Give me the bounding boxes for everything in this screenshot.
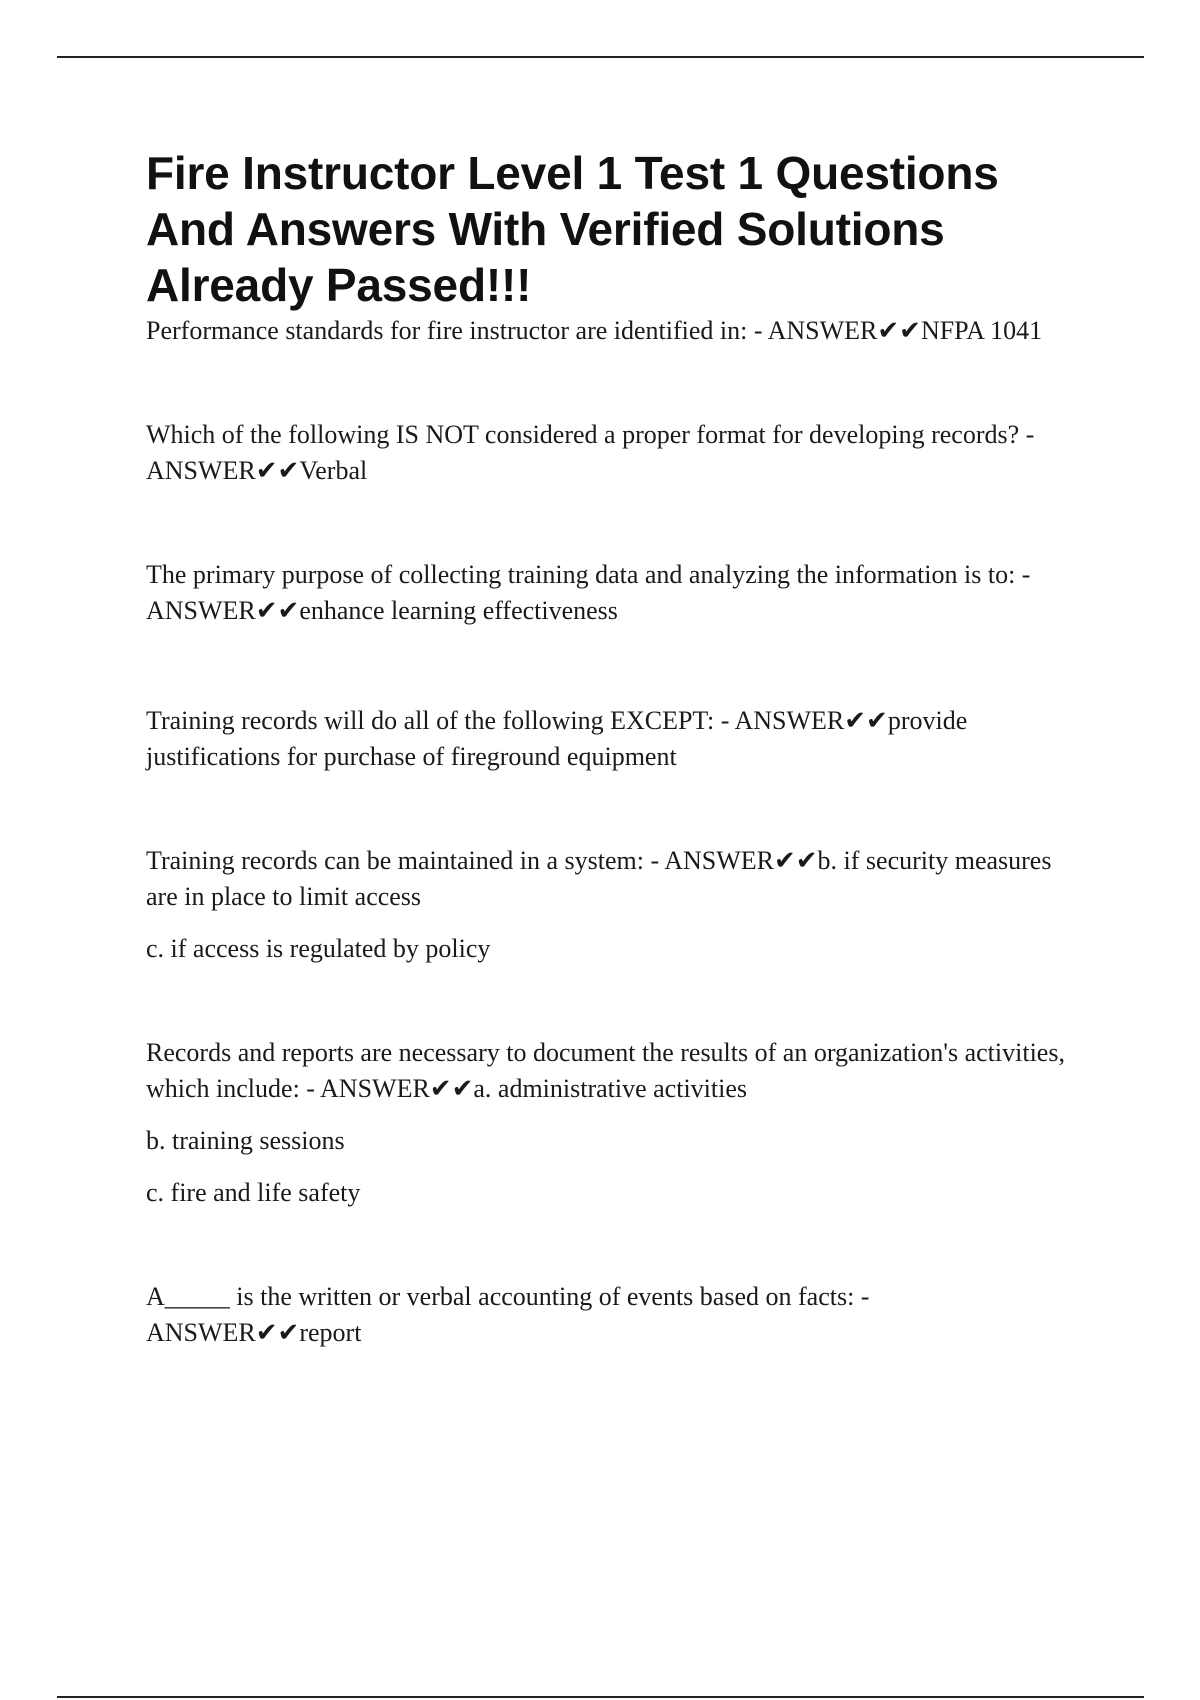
qa-answer-line: b. training sessions [146, 1126, 345, 1155]
qa-item [146, 843, 1076, 967]
qa-item [146, 1035, 1076, 1211]
bottom-divider [57, 1696, 1144, 1698]
qa-text: The primary purpose of collecting training data and analyzing the information is to: - ANSWER✔✔enhance learning effectiveness [146, 560, 1031, 625]
qa-list [146, 313, 1076, 1351]
top-divider [57, 56, 1144, 58]
qa-text: A_____ is the written or verbal accounting of events based on facts: - ANSWER✔✔report [146, 1282, 870, 1347]
qa-item [146, 557, 1076, 629]
qa-answer-line: c. fire and life safety [146, 1178, 361, 1207]
qa-item [146, 1279, 1076, 1351]
document-title: Fire Instructor Level 1 Test 1 Questions And Answers With Verified Solutions Already Passed!!! [146, 147, 999, 311]
qa-text: Records and reports are necessary to document the results of an organization's activities, which include: - ANSWER✔✔a. administrative activities [146, 1038, 1065, 1103]
document-body [146, 145, 1076, 1351]
qa-answer-line: c. if access is regulated by policy [146, 934, 491, 963]
qa-text: Performance standards for fire instructor are identified in: - ANSWER✔✔NFPA 1041 [146, 316, 1043, 345]
qa-text: Which of the following IS NOT considered a proper format for developing records? - ANSWER✔✔Verbal [146, 420, 1035, 485]
qa-item [146, 417, 1076, 489]
qa-text: Training records can be maintained in a system: - ANSWER✔✔b. if security measures are in place to limit access [146, 846, 1052, 911]
qa-item [146, 703, 1076, 775]
qa-item [146, 313, 1076, 349]
qa-text: Training records will do all of the following EXCEPT: - ANSWER✔✔provide justifications for purchase of fireground equipment [146, 706, 968, 771]
